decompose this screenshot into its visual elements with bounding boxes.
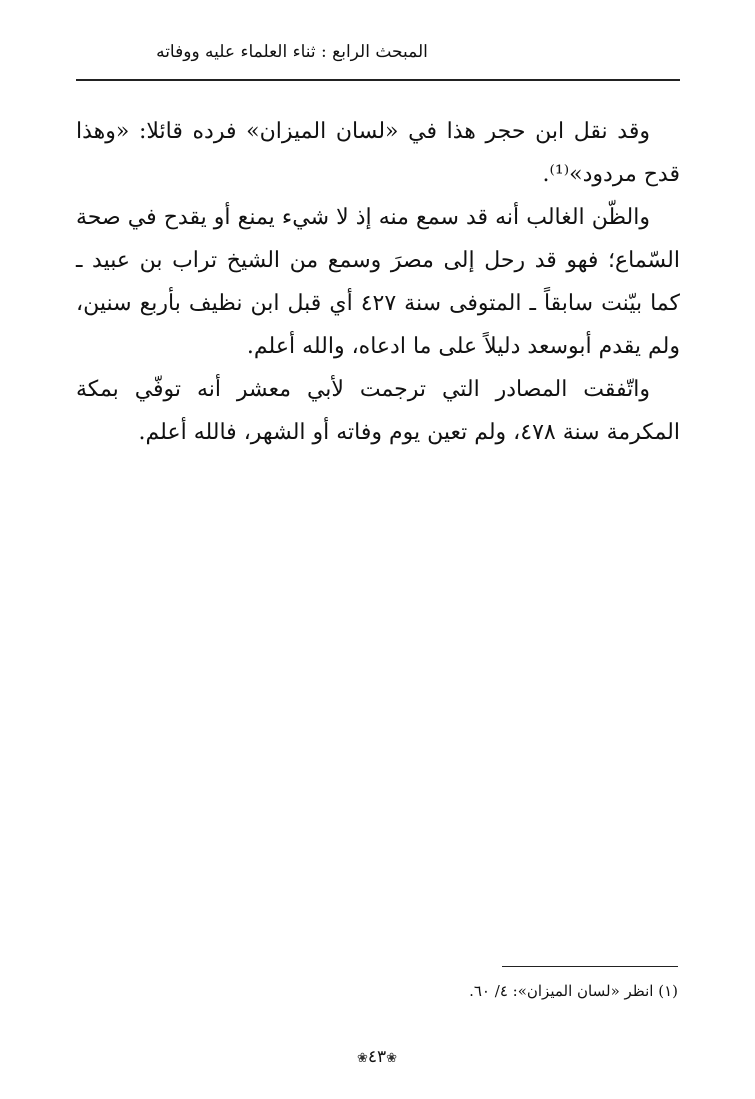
body-text (76, 110, 680, 454)
ornament-icon: ❀ (386, 1051, 398, 1066)
paragraph-2: والظّن الغالب أنه قد سمع منه إذ لا شيء يمنع أو يقدح في صحة السّماع؛ فهو قد رحل إلى مصرَ وسمع من الشيخ تراب بن عبيد ـ كما بيّنت سابقاً ـ المتوفى سنة ٤٢٧ أي قبل ابن نظيف بأربع سنين، ولم يقدم أبوسعد دليلاً على ما ادعاه، والله أعلم. (76, 205, 680, 359)
paragraph-1: وقد نقل ابن حجر هذا في «لسان الميزان» فرده قائلا: «وهذا قدح مردود»⁽¹⁾. (76, 119, 680, 187)
ornament-icon: ❀ (356, 1051, 368, 1066)
footnote-rule (502, 966, 678, 967)
page-number-value: ٤٣ (367, 1047, 387, 1067)
header-rule (76, 79, 680, 81)
footnote: (١) انظر «لسان الميزان»: ٤/ ٦٠. (469, 982, 678, 1000)
paragraph-3: واتّفقت المصادر التي ترجمت لأبي معشر أنه توفّي بمكة المكرمة سنة ٤٧٨، ولم تعين يوم وفاته أو الشهر، فالله أعلم. (76, 377, 680, 445)
page-number (327, 1047, 427, 1067)
running-head-title: المبحث الرابع : ثناء العلماء عليه ووفاته (156, 42, 428, 62)
